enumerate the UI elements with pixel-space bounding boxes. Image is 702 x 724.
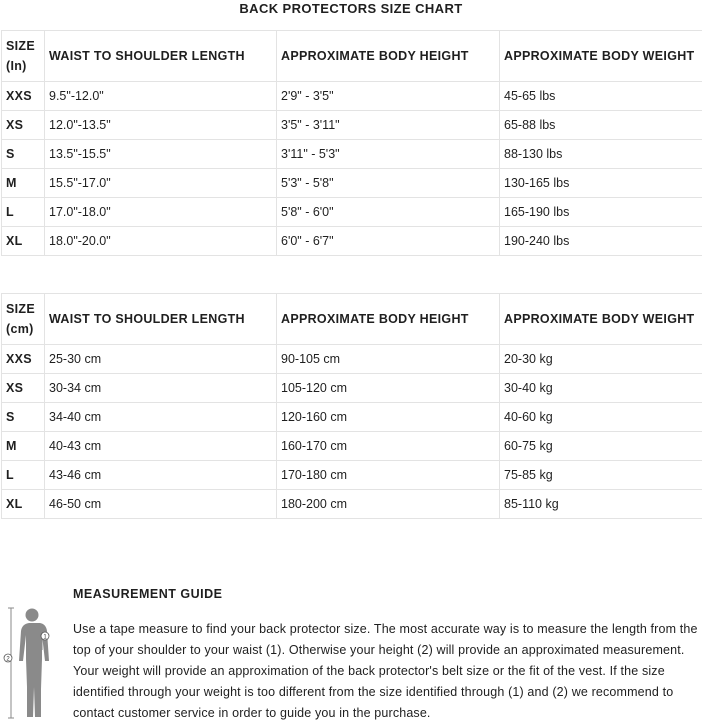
table-cell: 165-190 lbs [500, 198, 702, 227]
size-cell: XXS [2, 345, 45, 374]
table-row [2, 374, 702, 403]
table-row [2, 432, 702, 461]
table-cell: 18.0"-20.0" [45, 227, 277, 256]
size-table-cm [1, 293, 702, 519]
table-cell: 40-43 cm [45, 432, 277, 461]
size-cell: L [2, 198, 45, 227]
table-row [2, 403, 702, 432]
table-cell: 30-40 kg [500, 374, 702, 403]
table-cell: 160-170 cm [277, 432, 500, 461]
table-cell: 40-60 kg [500, 403, 702, 432]
table-row [2, 227, 702, 256]
table-cell: 6'0" - 6'7" [277, 227, 500, 256]
size-cell: L [2, 461, 45, 490]
table-cell: 13.5"-15.5" [45, 140, 277, 169]
measurement-guide-title: MEASUREMENT GUIDE [73, 587, 222, 601]
table-cell: 90-105 cm [277, 345, 500, 374]
table-row [2, 490, 702, 519]
size-cell: M [2, 169, 45, 198]
size-cell: M [2, 432, 45, 461]
size-cell: XL [2, 227, 45, 256]
label-1-badge [41, 632, 49, 641]
table-row [2, 169, 702, 198]
table-row [2, 461, 702, 490]
size-cell: S [2, 403, 45, 432]
table-cell: 46-50 cm [45, 490, 277, 519]
column-header: APPROXIMATE BODY HEIGHT [277, 294, 500, 345]
table-cell: 12.0"-13.5" [45, 111, 277, 140]
table-cell: 15.5"-17.0" [45, 169, 277, 198]
body-measurement-figure [2, 606, 56, 720]
column-header: WAIST TO SHOULDER LENGTH [45, 294, 277, 345]
size-column-header: SIZE (In) [2, 31, 45, 82]
table-cell: 25-30 cm [45, 345, 277, 374]
header-row [2, 294, 702, 345]
size-cell: XS [2, 374, 45, 403]
table-cell: 105-120 cm [277, 374, 500, 403]
table-cell: 180-200 cm [277, 490, 500, 519]
table-cell: 34-40 cm [45, 403, 277, 432]
size-cell: S [2, 140, 45, 169]
table-cell: 65-88 lbs [500, 111, 702, 140]
table-cell: 3'5" - 3'11" [277, 111, 500, 140]
table-cell: 5'3" - 5'8" [277, 169, 500, 198]
table-cell: 45-65 lbs [500, 82, 702, 111]
table-cell: 9.5"-12.0" [45, 82, 277, 111]
table-cell: 88-130 lbs [500, 140, 702, 169]
table-cell: 5'8" - 6'0" [277, 198, 500, 227]
table-cell: 85-110 kg [500, 490, 702, 519]
column-header: APPROXIMATE BODY WEIGHT [500, 31, 702, 82]
table-row [2, 198, 702, 227]
person-silhouette-icon [19, 609, 49, 718]
table-cell: 170-180 cm [277, 461, 500, 490]
label-2-badge [4, 654, 12, 663]
column-header: APPROXIMATE BODY WEIGHT [500, 294, 702, 345]
table-cell: 130-165 lbs [500, 169, 702, 198]
table-row [2, 82, 702, 111]
table-cell: 20-30 kg [500, 345, 702, 374]
header-row [2, 31, 702, 82]
size-column-header: SIZE (cm) [2, 294, 45, 345]
column-header: WAIST TO SHOULDER LENGTH [45, 31, 277, 82]
table-cell: 60-75 kg [500, 432, 702, 461]
table-cell: 43-46 cm [45, 461, 277, 490]
table-row [2, 140, 702, 169]
label-2: 2 [6, 657, 10, 663]
table-cell: 30-34 cm [45, 374, 277, 403]
table-cell: 2'9" - 3'5" [277, 82, 500, 111]
table-cell: 3'11" - 5'3" [277, 140, 500, 169]
size-cell: XS [2, 111, 45, 140]
column-header: APPROXIMATE BODY HEIGHT [277, 31, 500, 82]
table-cell: 17.0"-18.0" [45, 198, 277, 227]
table-row [2, 345, 702, 374]
measurement-guide-text: Use a tape measure to find your back protector size. The most accurate way is to measure the length from the top of your shoulder to your waist (1). Otherwise your height (2) will provide an approximated measurement. Your weight will provide an approximation of the back protector's belt size or the fit of the vest. If the size identified through your weight is too different from the size identified through (1) and (2) we recommend to contact customer service in order to guide you in the purchase. [73, 619, 701, 724]
label-1: 1 [43, 635, 47, 641]
table-cell: 190-240 lbs [500, 227, 702, 256]
size-cell: XXS [2, 82, 45, 111]
table-cell: 120-160 cm [277, 403, 500, 432]
size-cell: XL [2, 490, 45, 519]
table-row [2, 111, 702, 140]
page-title: BACK PROTECTORS SIZE CHART [0, 1, 702, 16]
table-cell: 75-85 kg [500, 461, 702, 490]
size-table-inches [1, 30, 702, 256]
